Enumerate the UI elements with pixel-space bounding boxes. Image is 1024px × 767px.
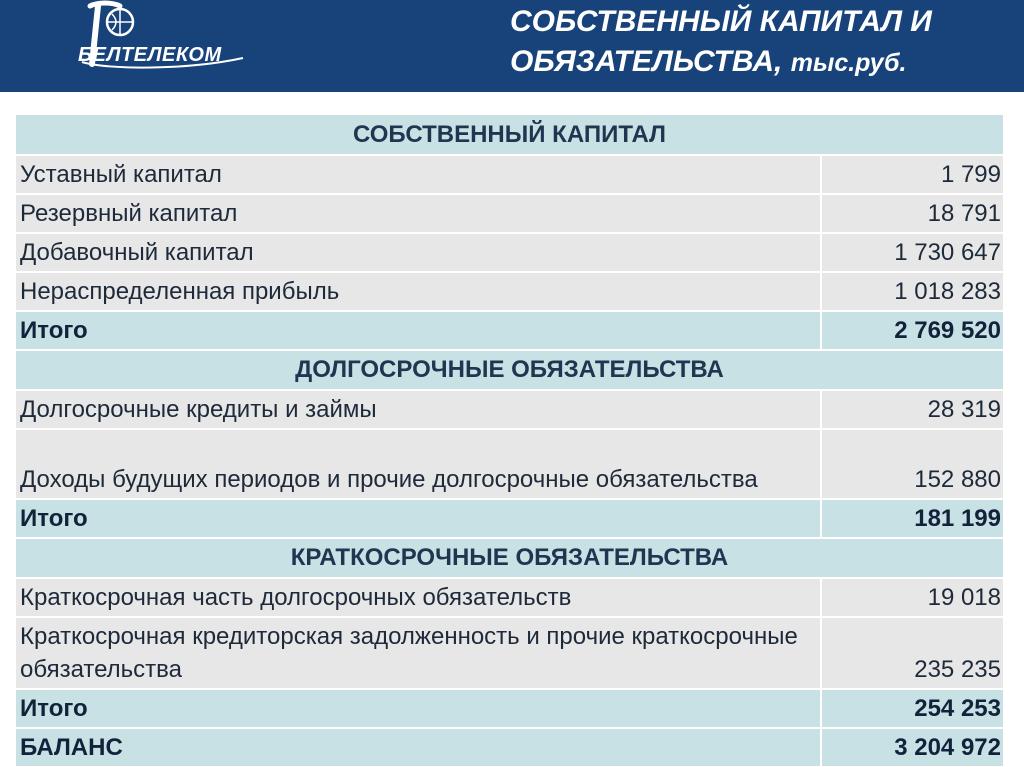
total-row-long-term	[16, 499, 1004, 538]
total-value: 254 253	[821, 689, 1004, 728]
beltelecom-logo	[68, 0, 258, 78]
title-unit: тыс.руб.	[790, 49, 907, 77]
table-row	[16, 155, 1004, 194]
row-value: 28 319	[821, 390, 1004, 429]
title-line-2-text: ОБЯЗАТЕЛЬСТВА,	[510, 45, 783, 78]
page-title	[510, 2, 1010, 83]
row-value: 1 018 283	[821, 272, 1004, 311]
total-value: 181 199	[821, 499, 1004, 538]
row-value: 19 018	[821, 578, 1004, 617]
table-row	[16, 429, 1004, 499]
row-value: 1 730 647	[821, 233, 1004, 272]
table-row	[16, 233, 1004, 272]
balance-table-wrapper	[16, 115, 1004, 767]
table-row	[16, 272, 1004, 311]
row-value: 1 799	[821, 155, 1004, 194]
title-line-2	[510, 42, 1010, 83]
section-header-long-term	[16, 350, 1004, 390]
total-row-short-term	[16, 689, 1004, 728]
row-value: 18 791	[821, 194, 1004, 233]
section-title: ДОЛГОСРОЧНЫЕ ОБЯЗАТЕЛЬСТВА	[16, 350, 1004, 390]
table-row	[16, 578, 1004, 617]
balance-label: БАЛАНС	[16, 728, 821, 767]
section-header-short-term	[16, 538, 1004, 578]
total-row-equity	[16, 311, 1004, 350]
row-label: Резервный капитал	[16, 194, 821, 233]
section-title: СОБСТВЕННЫЙ КАПИТАЛ	[16, 115, 1004, 155]
title-line-1: СОБСТВЕННЫЙ КАПИТАЛ И	[510, 5, 932, 38]
row-label: Краткосрочная кредиторская задолженность и прочие краткосрочные обязательства	[16, 617, 821, 689]
total-label: Итого	[16, 689, 821, 728]
row-label: Краткосрочная часть долгосрочных обязательств	[16, 578, 821, 617]
balance-table	[16, 115, 1005, 767]
balance-row	[16, 728, 1004, 767]
row-label: Добавочный капитал	[16, 233, 821, 272]
table-row	[16, 617, 1004, 689]
section-header-equity	[16, 115, 1004, 155]
total-value: 2 769 520	[821, 311, 1004, 350]
row-value: 235 235	[821, 617, 1004, 689]
logo-text: БЕЛТЕЛЕКОМ	[78, 44, 222, 66]
table-row	[16, 194, 1004, 233]
header-bar	[0, 0, 1024, 92]
balance-value: 3 204 972	[821, 728, 1004, 767]
row-label: Уставный капитал	[16, 155, 821, 194]
total-label: Итого	[16, 499, 821, 538]
total-label: Итого	[16, 311, 821, 350]
table-row	[16, 390, 1004, 429]
row-label: Долгосрочные кредиты и займы	[16, 390, 821, 429]
row-label: Доходы будущих периодов и прочие долгосрочные обязательства	[16, 429, 821, 499]
row-value: 152 880	[821, 429, 1004, 499]
row-label: Нераспределенная прибыль	[16, 272, 821, 311]
section-title: КРАТКОСРОЧНЫЕ ОБЯЗАТЕЛЬСТВА	[16, 538, 1004, 578]
